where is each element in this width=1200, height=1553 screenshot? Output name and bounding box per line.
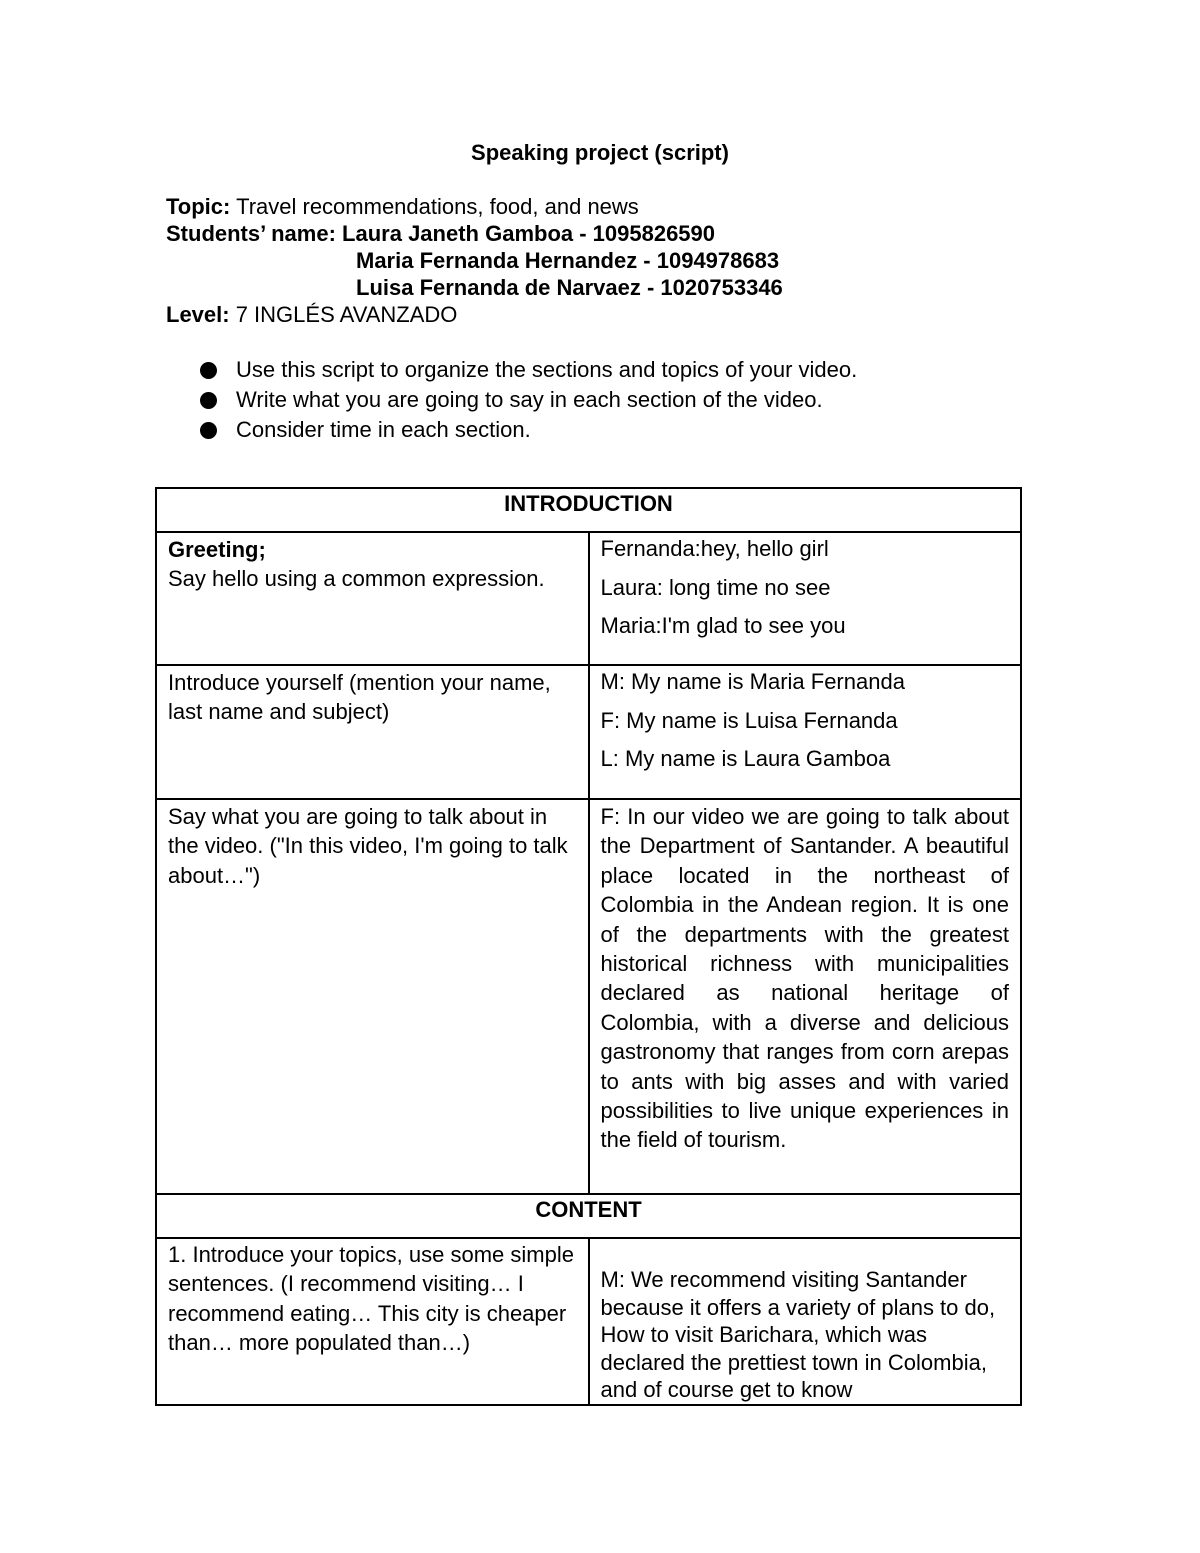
introduction-header: INTRODUCTION	[156, 488, 1021, 532]
topics-instruction: 1. Introduce your topics, use some simple sentences. (I recommend visiting… I recommend eating… This city is cheaper than… more populated than…)	[168, 1242, 574, 1356]
introduce-cell	[156, 665, 589, 799]
introduce-script-cell	[589, 665, 1022, 799]
level-row	[166, 301, 783, 328]
topic-row	[166, 193, 783, 220]
bullet-icon	[200, 392, 217, 409]
table-row	[156, 1194, 1021, 1238]
table-row	[156, 532, 1021, 665]
script-line: M: My name is Maria Fernanda	[600, 669, 905, 694]
student-name-3: Luisa Fernanda de Narvaez - 1020753346	[356, 275, 783, 300]
introduce-instruction: Introduce yourself (mention your name, last name and subject)	[168, 670, 551, 725]
topic-value: Travel recommendations, food, and news	[230, 194, 639, 219]
greeting-cell	[156, 532, 589, 665]
list-item	[200, 415, 857, 445]
topic-label: Topic:	[166, 194, 231, 219]
greeting-instruction: Say hello using a common expression.	[168, 566, 545, 592]
level-value: 7 INGLÉS AVANZADO	[229, 302, 458, 327]
bullet-icon	[200, 422, 217, 439]
script-line: Fernanda:hey, hello girl	[600, 536, 829, 561]
instruction-text: Consider time in each section.	[236, 417, 531, 442]
level-label: Level:	[166, 302, 230, 327]
greeting-label: Greeting;	[168, 537, 266, 562]
table-row	[156, 799, 1021, 1194]
topics-script-text: M: We recommend visiting Santander because it offers a variety of plans to do, How to visit Barichara, which was declared the prettiest town in Colombia, and of course get to know	[600, 1267, 996, 1402]
project-meta	[166, 193, 783, 328]
students-row	[166, 247, 783, 274]
script-line: F: My name is Luisa Fernanda	[600, 707, 898, 733]
bullet-icon	[200, 362, 217, 379]
list-item	[200, 385, 857, 415]
about-cell	[156, 799, 589, 1194]
script-table	[155, 487, 1022, 1406]
table-row	[156, 665, 1021, 799]
students-label: Students’ name:	[166, 221, 343, 246]
instructions-list	[200, 355, 857, 445]
topics-script-cell	[589, 1238, 1022, 1405]
table-row	[156, 1238, 1021, 1405]
students-row	[166, 220, 783, 247]
about-script-text: F: In our video we are going to talk about the Department of Santander. A beautiful place located in the northeast of Colombia in the Andean region. It is one of the departments with the greatest historical richness with municipalities declared as national heritage of Colombia, with a diverse and delicious gastronomy that ranges from corn arepas to ants with big asses and with varied possibilities to live unique experiences in the field of tourism.	[600, 804, 1009, 1153]
script-line: L: My name is Laura Gamboa	[600, 746, 891, 771]
instruction-text: Use this script to organize the sections and topics of your video.	[236, 357, 858, 382]
students-row	[166, 274, 783, 301]
script-line: Laura: long time no see	[600, 574, 831, 600]
student-name-1: Laura Janeth Gamboa - 1095826590	[342, 221, 716, 246]
greeting-script-cell	[589, 532, 1022, 665]
list-item	[200, 355, 857, 385]
student-name-2: Maria Fernanda Hernandez - 1094978683	[356, 248, 780, 273]
about-script-cell	[589, 799, 1022, 1194]
instruction-text: Write what you are going to say in each section of the video.	[236, 387, 823, 412]
page-title: Speaking project (script)	[471, 140, 729, 165]
table-row	[156, 488, 1021, 532]
script-line: Maria:I'm glad to see you	[600, 613, 846, 638]
topics-cell	[156, 1238, 589, 1405]
content-header: CONTENT	[156, 1194, 1021, 1238]
about-instruction: Say what you are going to talk about in the video. ("In this video, I'm going to talk about…")	[168, 804, 568, 888]
